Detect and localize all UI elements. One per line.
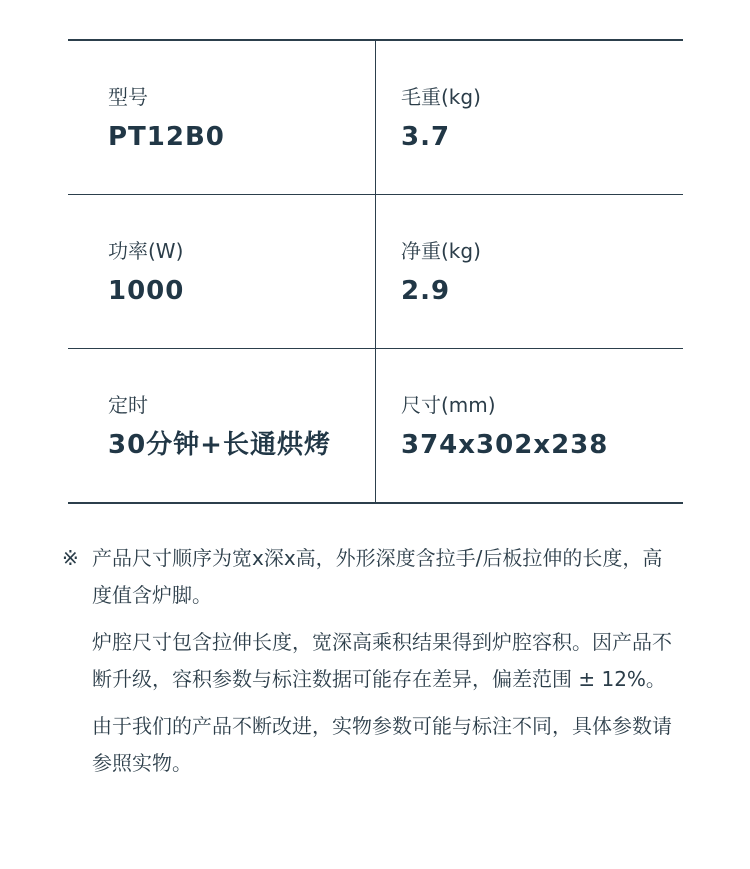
spec-label: 毛重(kg) <box>401 85 481 109</box>
spec-label: 定时 <box>108 393 148 417</box>
spec-value: 1000 <box>108 276 185 306</box>
spec-row <box>68 194 683 348</box>
spec-value: 374x302x238 <box>401 430 609 460</box>
spec-cell-net-weight <box>376 195 683 348</box>
reference-mark-icon: ※ <box>62 546 79 570</box>
spec-cell-timer <box>68 349 376 502</box>
spec-value: 3.7 <box>401 122 451 152</box>
note-text: 产品尺寸顺序为宽x深x高，外形深度含拉手/后板拉伸的长度，高度值含炉脚。 <box>92 546 663 607</box>
notes-section <box>62 540 682 782</box>
spec-label: 型号 <box>108 85 148 109</box>
spec-cell-gross-weight <box>376 41 683 194</box>
spec-value: PT12B0 <box>108 122 225 152</box>
spec-cell-dimensions <box>376 349 683 502</box>
spec-row <box>68 348 683 502</box>
spec-row <box>68 41 683 194</box>
spec-value: 30分钟+长通烘烤 <box>108 430 331 460</box>
spec-cell-model <box>68 41 376 194</box>
spec-cell-power <box>68 195 376 348</box>
note-item <box>62 540 682 614</box>
spec-table <box>68 39 683 504</box>
spec-label: 尺寸(mm) <box>401 393 496 417</box>
spec-label: 功率(W) <box>108 239 184 263</box>
spec-value: 2.9 <box>401 276 451 306</box>
spec-label: 净重(kg) <box>401 239 481 263</box>
note-paragraph: 由于我们的产品不断改进，实物参数可能与标注不同，具体参数请参照实物。 <box>92 714 672 775</box>
note-paragraph: 炉腔尺寸包含拉伸长度，宽深高乘积结果得到炉腔容积。因产品不断升级，容积参数与标注数据可能存在差异，偏差范围 ± 12%。 <box>92 630 672 691</box>
